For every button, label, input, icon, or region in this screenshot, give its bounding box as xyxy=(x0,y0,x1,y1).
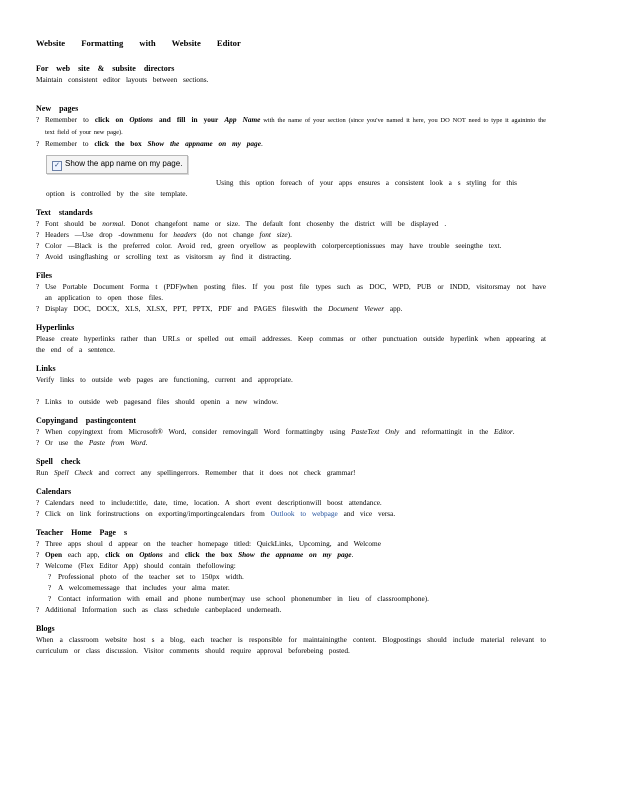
section-heading: Spell check xyxy=(36,457,81,466)
list-item: ? Welcome (Flex Editor App) should contain thefollowing: xyxy=(36,561,236,570)
section-heading: Text standards xyxy=(36,208,93,217)
list-item: ? Color —Black is the preferred color. Avoid red, green oryellow as peoplewith colorperceptionissues may have trouble seeingthe text. xyxy=(36,241,502,250)
page-title: Website Formatting with Website Editor xyxy=(36,38,241,48)
checkbox-label: Show the app name on my page. xyxy=(65,159,183,168)
list-item: ? Font should be normal. Donot changefont name or size. The default font chosenby the district will be displayed . xyxy=(36,219,447,228)
list-item: ? Avoid usingflashing or scrolling text as visitorsm ay find it distracting. xyxy=(36,252,292,261)
list-item: ? Click on link forinstructions on exporting/importingcalendars from Outlook to webpage and vice versa. xyxy=(36,509,396,518)
list-item: ? Additional Information such as class schedule canbeplaced underneath. xyxy=(36,605,282,614)
section-heading: Hyperlinks xyxy=(36,323,75,332)
section-text-standards xyxy=(36,207,546,262)
section-heading: Calendars xyxy=(36,487,72,496)
checkbox-screenshot xyxy=(46,155,188,174)
section-blogs xyxy=(36,623,546,656)
list-item: ? Display DOC, DOCX, XLS, XLSX, PPT, PPTX, PDF and PAGES fileswith the Document Viewer app. xyxy=(36,304,403,313)
list-item: ? Contact information with email and phone number(may use school phonenumber in lieu of classroomphone). xyxy=(48,594,429,603)
paragraph: When a classroom website host s a blog, each teacher is responsible for maintainingthe content. Blogpostings should include material relevant to curriculum or class discussion. Visitor comments should require approval beforebeing posted. xyxy=(36,635,546,655)
section-spell-check xyxy=(36,456,546,478)
list-item: ? Professional photo of the teacher set to 150px width. xyxy=(48,572,244,581)
section-files xyxy=(36,270,546,314)
list-item: ? Headers —Use drop -downmenu for headers (do not change font size). xyxy=(36,230,292,239)
list-item: ? Calendars need to include:title, date, time, location. A short event descriptionwill boost attendance. xyxy=(36,498,382,507)
list-item: ? When copyingtext from Microsoft® Word, consider removingall Word formattingby using PasteText Only and reformattingit in the Editor. xyxy=(36,427,515,436)
paragraph: Verify links to outside web pages are functioning, current and appropriate. xyxy=(36,375,293,384)
section-directors xyxy=(36,63,546,85)
section-heading: Files xyxy=(36,271,52,280)
paragraph: Using this option foreach of your apps ensures a consistent look a s styling for this option is controlled by the site template. xyxy=(46,178,517,198)
checkbox-checked-icon: ✓ xyxy=(52,161,62,171)
section-heading: Copyingand pastingcontent xyxy=(36,416,137,425)
paragraph: Please create hyperlinks rather than URLs or spelled out email addresses. Keep commas or other punctuation outside hyperlink when appearing at the end of a sentence. xyxy=(36,334,546,354)
section-calendars xyxy=(36,486,546,519)
section-links xyxy=(36,363,546,407)
list-item: ? Open each app, click on Options and click the box Show the appname on my page. xyxy=(36,550,354,559)
section-heading: Blogs xyxy=(36,624,55,633)
section-hyperlinks xyxy=(36,322,546,355)
section-copying xyxy=(36,415,546,448)
section-teacher-home-pages xyxy=(36,527,546,615)
list-item: ? Or use the Paste from Word. xyxy=(36,438,148,447)
list-item: ? Remember to click the box Show the appname on my page. xyxy=(36,139,263,148)
paragraph: Maintain consistent editor layouts between sections. xyxy=(36,75,209,84)
section-heading: Teacher Home Page s xyxy=(36,528,128,537)
section-new-pages xyxy=(36,103,546,199)
list-item: ? Three apps shoul d appear on the teacher homepage titled: QuickLinks, Upcoming, and Welcome xyxy=(36,539,381,548)
list-item: ? Remember to click on Options and fill in your App Name with the name of your section (since you've named it here, you DO NOT need to type it againinto the text field of your new page). xyxy=(36,115,547,136)
section-heading: For web site & subsite directors xyxy=(36,64,175,73)
list-item: ? Links to outside web pagesand files should openin a new window. xyxy=(36,397,279,406)
outlook-link[interactable]: Outlook xyxy=(270,509,295,518)
list-item: ? Use Portable Document Forma t (PDF)when posting files. If you post file types such as DOC, WPD, PUB or INDD, visitorsmay not have an application to open those files. xyxy=(36,282,546,302)
document-page xyxy=(36,38,546,664)
paragraph: Run Spell Check and correct any spellingerrors. Remember that it does not check grammar! xyxy=(36,468,356,477)
webpage-link[interactable]: webpage xyxy=(311,509,338,518)
section-heading: New pages xyxy=(36,104,79,113)
list-item: ? A welcomemessage that includes your alma mater. xyxy=(48,583,230,592)
section-heading: Links xyxy=(36,364,56,373)
